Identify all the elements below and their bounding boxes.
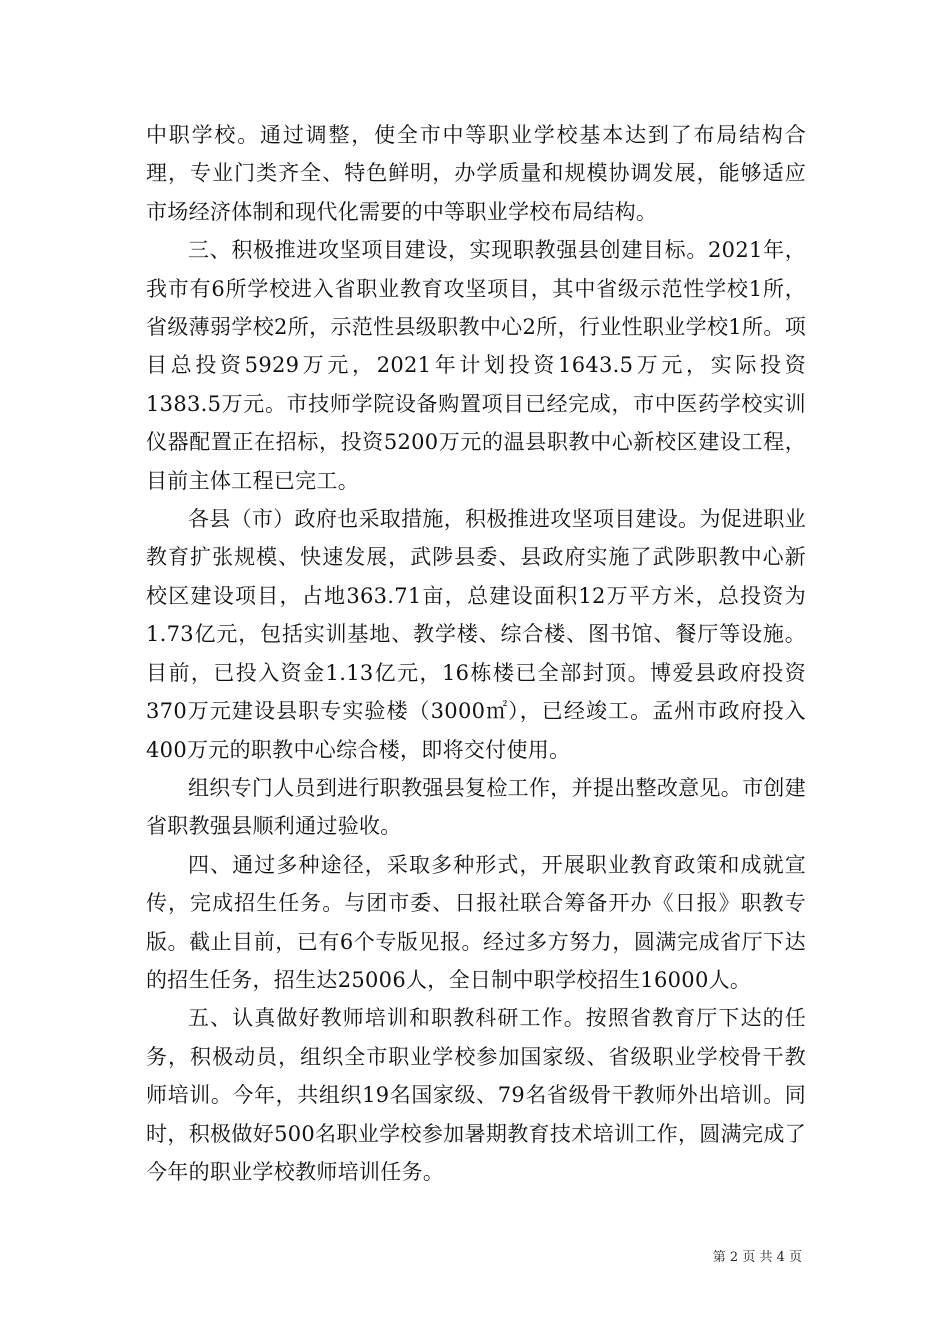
paragraph-5: 四、通过多种途径，采取多种形式，开展职业教育政策和成就宣传，完成招生任务。与团市委、日报社联合筹备开办《日报》职教专版。截止目前，已有6个专版见报。经过多方努力，圆满完成省厅下达的招生任务，招生达25006人，全日制中职学校招生16000人。 bbox=[146, 852, 806, 992]
paragraph-3: 各县（市）政府也采取措施，积极推进攻坚项目建设。为促进职业教育扩张规模、快速发展，武陟县委、县政府实施了武陟职教中心新校区建设项目，占地363.71亩，总建设面积12万平方米，总投资为1.73亿元，包括实训基地、教学楼、综合楼、图书馆、餐厅等设施。目前，已投入资金1.13亿元，16栋楼已全部封顶。博爱县政府投资370万元建设县职专实验楼（3000㎡），已经竣工。孟州市政府投入400万元的职教中心综合楼，即将交付使用。 bbox=[146, 507, 806, 762]
page-number-footer: 第 2 页 共 4 页 bbox=[712, 1250, 802, 1265]
paragraph-4: 组织专门人员到进行职教强县复检工作，并提出整改意见。市创建省职教强县顺利通过验收。 bbox=[146, 775, 806, 839]
paragraph-2: 三、积极推进攻坚项目建设，实现职教强县创建目标。2021年，我市有6所学校进入省职业教育攻坚项目，其中省级示范性学校1所，省级薄弱学校2所，示范性县级职教中心2所，行业性职业学校1所。项目总投资5929万元，2021年计划投资1643.5万元，实际投资1383.5万元。市技师学院设备购置项目已经完成，市中医药学校实训仪器配置正在招标，投资5200万元的温县职教中心新校区建设工程，目前主体工程已完工。 bbox=[146, 238, 806, 493]
paragraph-1: 中职学校。通过调整，使全市中等职业学校基本达到了布局结构合理，专业门类齐全、特色鲜明，办学质量和规模协调发展，能够适应市场经济体制和现代化需要的中等职业学校布局结构。 bbox=[146, 123, 806, 224]
paragraph-6: 五、认真做好教师培训和职教科研工作。按照省教育厅下达的任务，积极动员，组织全市职业学校参加国家级、省级职业学校骨干教师培训。今年，共组织19名国家级、79名省级骨干教师外出培训。同时，积极做好500名职业学校参加暑期教育技术培训工作，圆满完成了今年的职业学校教师培训任务。 bbox=[146, 1006, 806, 1184]
document-body bbox=[146, 116, 806, 1191]
